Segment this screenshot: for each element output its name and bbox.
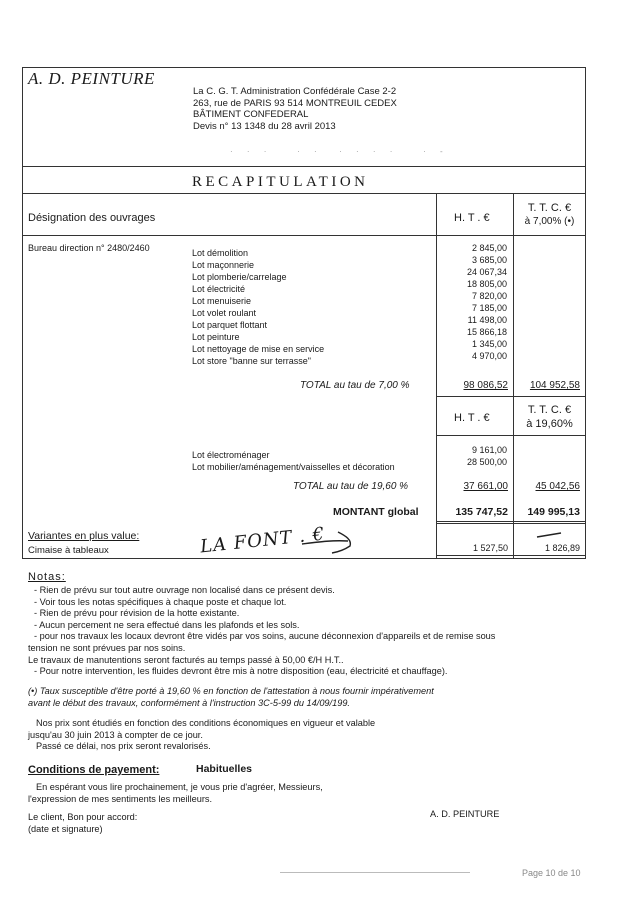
- lot-label: Lot parquet flottant: [192, 320, 268, 330]
- total-7-ht: 98 086,52: [463, 380, 508, 391]
- frame-left: [22, 67, 23, 558]
- footer-rule: [280, 872, 470, 873]
- lot-value: 18 805,00: [466, 279, 507, 289]
- total-196-ttc: 45 042,56: [535, 481, 580, 492]
- rate-196-header-divider: [436, 435, 586, 436]
- lot-row: [192, 445, 510, 460]
- frame-top: [22, 67, 586, 68]
- note-line: - pour nos travaux les locaux devront être vidés par vos soins, aucune déconnexion d'appareils et de remise sous: [34, 631, 496, 642]
- lot-label: Lot peinture: [192, 332, 240, 342]
- ttc-header-line-2: à 7,00% (•): [524, 216, 575, 227]
- lot-row: [192, 243, 510, 258]
- rate-196-divider: [436, 396, 586, 397]
- lot-row: [192, 267, 510, 282]
- address-line-3: BÂTIMENT CONFEDERAL: [193, 109, 309, 120]
- lot-value: 3 685,00: [471, 255, 507, 265]
- note-line: - Pour notre intervention, les fluides devront être mis à notre disposition (eau, électricité et chauffage).: [34, 666, 448, 677]
- variantes-label: Variantes en plus value:: [28, 530, 140, 542]
- note-line: tension ne sont prévues par nos soins.: [28, 642, 186, 653]
- notes-list: [28, 585, 588, 678]
- validity-line-1: Nos prix sont étudiés en fonction des conditions économiques en vigueur et valable: [36, 718, 376, 728]
- lots-196-list: [192, 445, 510, 472]
- taux-line-1: (•) Taux susceptible d'être porté à 19,60 % en fonction de l'attestation à nous fournir impérativement: [28, 686, 434, 696]
- lot-value: 4 970,00: [471, 351, 507, 361]
- note-line: Le travaux de manutentions seront facturés au temps passé à 50,00 €/H H.T..: [28, 654, 344, 665]
- closing-line-2: l'expression de mes sentiments les meilleurs.: [28, 793, 213, 804]
- lot-label: Lot volet roulant: [192, 308, 257, 318]
- table-header-divider: [22, 235, 586, 236]
- handwritten-arrow-icon: [298, 526, 358, 556]
- validity-line-2: jusqu'au 30 juin 2013 à compter de ce jour.: [28, 729, 203, 740]
- lot-label: Lot mobilier/aménagement/vaisselles et décoration: [192, 462, 395, 472]
- lot-value: 1 345,00: [471, 339, 507, 349]
- ttc-header-line-1: T. T. C. €: [527, 202, 572, 214]
- address-line-1: La C. G. T. Administration Confédérale Case 2-2: [193, 86, 397, 97]
- header-divider: [22, 166, 586, 167]
- quote-reference: Devis n° 13 1348 du 28 avril 2013: [193, 120, 336, 132]
- note-line: - Rien de prévu sur tout autre ouvrage non localisé dans ce présent devis.: [34, 585, 335, 595]
- lot-row: [192, 457, 510, 472]
- lot-label: Lot menuiserie: [192, 296, 252, 306]
- client-approval: [28, 812, 137, 835]
- cimaise-double-line-1: [436, 555, 586, 556]
- global-ttc: 149 995,13: [527, 506, 580, 518]
- title-divider: [22, 193, 586, 194]
- lot-row: [192, 255, 510, 270]
- lot-row: [192, 351, 510, 366]
- validity-line-3: Passé ce délai, nos prix seront revalorisés.: [36, 741, 211, 752]
- recipient-address: [193, 86, 573, 132]
- client-approval-line-2: (date et signature): [28, 823, 103, 834]
- lot-value: 11 498,00: [467, 315, 507, 325]
- lot-label: Lot électroménager: [192, 450, 270, 460]
- total-7-label: TOTAL au tau de 7,00 %: [300, 380, 410, 391]
- total-196-label: TOTAL au tau de 19,60 %: [293, 481, 409, 492]
- cimaise-ht: 1 527,50: [472, 543, 508, 553]
- scan-marks: · · · · · · · · · · -: [230, 147, 449, 156]
- closing-text: [28, 782, 588, 805]
- cimaise-label: Cimaise à tableaux: [28, 545, 109, 556]
- total-7-ttc: 104 952,58: [529, 380, 580, 391]
- company-signature: A. D. PEINTURE: [430, 809, 500, 819]
- note-line: - Voir tous les notas spécifiques à chaque poste et chaque lot.: [34, 596, 287, 607]
- ttc-header: [514, 201, 585, 229]
- page-number: Page 10 de 10: [522, 868, 581, 878]
- lot-value: 24 067,34: [466, 267, 507, 277]
- lot-value: 2 845,00: [471, 243, 507, 253]
- handwritten-note: LA FONT . €: [199, 523, 327, 558]
- lot-label: Lot plomberie/carrelage: [192, 272, 287, 282]
- validity-note: [28, 718, 588, 753]
- col-ttc-left: [513, 193, 514, 558]
- notes-title: Notas:: [28, 571, 66, 583]
- cimaise-ttc: 1 826,89: [544, 543, 580, 553]
- handwritten-dash-icon: [535, 530, 565, 540]
- lot-row: [192, 303, 510, 318]
- note-line: - Aucun percement ne sera effectué dans les plafonds et les sols.: [34, 619, 300, 630]
- frame-right: [585, 67, 586, 558]
- total-196-ht: 37 661,00: [463, 481, 508, 492]
- ttc-header-2: [514, 403, 585, 431]
- lot-value: 7 820,00: [471, 291, 507, 301]
- company-name: A. D. PEINTURE: [28, 69, 155, 88]
- global-double-line-2: [436, 523, 586, 524]
- lots-7-list: [192, 243, 510, 366]
- lot-label: Lot électricité: [192, 284, 246, 294]
- global-ht: 135 747,52: [455, 506, 508, 518]
- lot-row: [192, 315, 510, 330]
- frame-bottom: [22, 558, 586, 559]
- closing-line-1: En espérant vous lire prochainement, je vous prie d'agréer, Messieurs,: [36, 782, 323, 792]
- global-label: MONTANT global: [333, 506, 419, 518]
- lot-row: [192, 327, 510, 342]
- client-approval-line-1: Le client, Bon pour accord:: [28, 812, 138, 822]
- ttc2-header-line-2: à 19,60%: [526, 418, 573, 430]
- lot-row: [192, 291, 510, 306]
- lot-label: Lot démolition: [192, 248, 249, 258]
- lot-value: 15 866,18: [466, 327, 507, 337]
- taux-note: [28, 686, 588, 709]
- ht-header: H. T . €: [454, 212, 490, 224]
- lot-value: 7 185,00: [471, 303, 507, 313]
- lot-label: Lot maçonnerie: [192, 260, 255, 270]
- conditions-label: Conditions de payement:: [28, 764, 160, 776]
- lot-row: [192, 279, 510, 294]
- lot-row: [192, 339, 510, 354]
- address-line-2: 263, rue de PARIS 93 514 MONTREUIL CEDEX: [193, 97, 397, 109]
- lot-value: 9 161,00: [471, 445, 507, 455]
- conditions-value: Habituelles: [196, 763, 253, 775]
- section-label: Bureau direction n° 2480/2460: [28, 243, 150, 253]
- lot-label: Lot nettoyage de mise en service: [192, 344, 325, 354]
- page-title: RECAPITULATION: [192, 174, 369, 190]
- note-line: - Rien de prévu pour révision de la hotte existante.: [34, 608, 240, 619]
- designation-header: Désignation des ouvrages: [28, 212, 156, 224]
- ht-header-2: H. T . €: [454, 412, 490, 424]
- lot-label: Lot store "banne sur terrasse": [192, 356, 311, 366]
- lot-value: 28 500,00: [466, 457, 507, 467]
- global-double-line-1: [436, 521, 586, 522]
- ttc2-header-line-1: T. T. C. €: [527, 404, 572, 416]
- taux-line-2: avant le début des travaux, conformément à l'instruction 3C-5-99 du 14/09/199.: [28, 697, 350, 708]
